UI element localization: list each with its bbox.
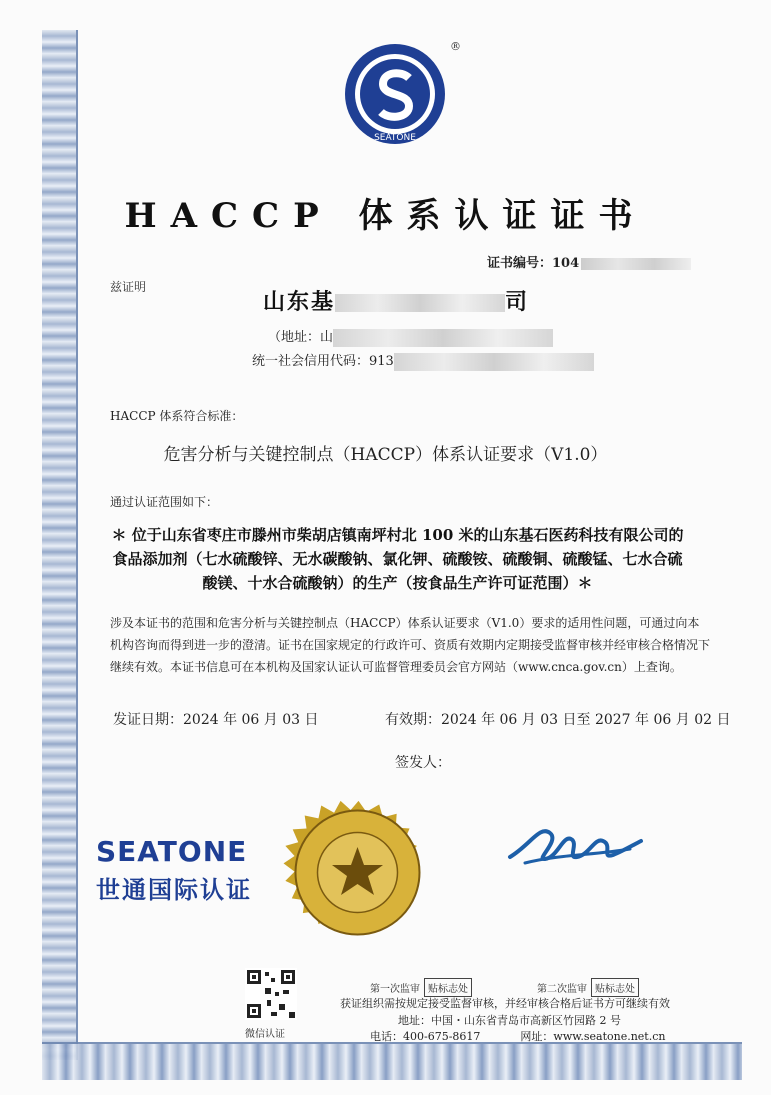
decorative-border-left: [42, 30, 78, 1060]
cert-no-value: 104: [552, 256, 580, 271]
audit2-label: 第二次监审: [537, 984, 587, 995]
signer-label: 签发人：: [395, 755, 451, 771]
audit1-stamp: 贴标志处: [424, 978, 472, 997]
footer-contact: [370, 1028, 665, 1044]
footer-website[interactable]: 网址：www.seatone.net.cn: [520, 1030, 666, 1043]
company-address: [268, 326, 553, 347]
footer-notice: 获证组织需按规定接受监督审核，并经审核合格后证书方可继续有效: [340, 997, 670, 1010]
certificate-number: [487, 252, 691, 271]
issue-date: 发证日期：2024 年 06 月 03 日: [113, 712, 319, 728]
company-suffix: 司: [505, 289, 530, 315]
company-prefix: 山东基: [263, 289, 336, 315]
brand-name-zh: 世通国际认证: [96, 876, 252, 904]
decorative-border-bottom: [42, 1042, 742, 1080]
redacted-blur: [581, 258, 691, 270]
audit2-stamp: 贴标志处: [591, 978, 639, 997]
certificate-note: 涉及本证书的范围和危害分析与关键控制点（HACCP）体系认证要求（V1.0）要求的适用性问题，可通过向本机构咨询而得到进一步的澄清。证书在国家规定的行政许可、资质有效期内定期接受监督审核并经审核合格情况下继续有效。本证书信息可在本机构及国家认证认可监督管理委员会官方网站（www.cnca.gov.cn）上查询。: [110, 616, 711, 674]
qr-code-icon[interactable]: [245, 968, 297, 1020]
audit1-label: 第一次监审: [370, 984, 420, 995]
proof-label: 兹证明: [110, 280, 147, 294]
redacted-blur: [333, 329, 553, 347]
qr-caption: 微信认证: [245, 1029, 285, 1040]
logo-text: SEATONE: [374, 133, 416, 143]
scope-text: ＊ 位于山东省枣庄市滕州市柴胡店镇南坪村北 100 米的山东基石医药科技有限公司的食品添加剂（七水硫酸锌、无水碳酸钠、氯化钾、硫酸铵、硫酸铜、硫酸锰、七水合硫酸镁、十水合硫酸钠）的生产（按食品生产许可证范围）＊: [111, 526, 684, 592]
redacted-blur: [394, 353, 594, 371]
standard-name: 危害分析与关键控制点（HACCP）体系认证要求（V1.0）: [163, 445, 608, 465]
footer-address: 地址：中国・山东省青岛市高新区竹园路 2 号: [398, 1014, 621, 1027]
validity-period: 有效期：2024 年 06 月 03 日至 2027 年 06 月 02 日: [385, 712, 731, 728]
credit-code: [252, 350, 594, 371]
page-title: HACCP 体系认证证书: [124, 196, 647, 236]
gold-seal-icon: [270, 785, 445, 960]
uscc-label: 统一社会信用代码：913: [252, 354, 394, 369]
company-name: [263, 285, 529, 316]
standard-label: HACCP 体系符合标准：: [110, 409, 244, 423]
scope-label: 通过认证范围如下：: [110, 495, 219, 509]
brand-name-en: SEATONE: [96, 835, 248, 868]
seatone-logo-icon: [343, 42, 447, 146]
registered-mark: ®: [450, 40, 461, 53]
footer-phone: 电话：400-675-8617: [370, 1030, 481, 1043]
address-label: （地址：山: [268, 330, 334, 345]
redacted-blur: [335, 294, 505, 312]
cert-no-label: 证书编号：: [487, 256, 553, 271]
signature-icon: [505, 815, 645, 875]
